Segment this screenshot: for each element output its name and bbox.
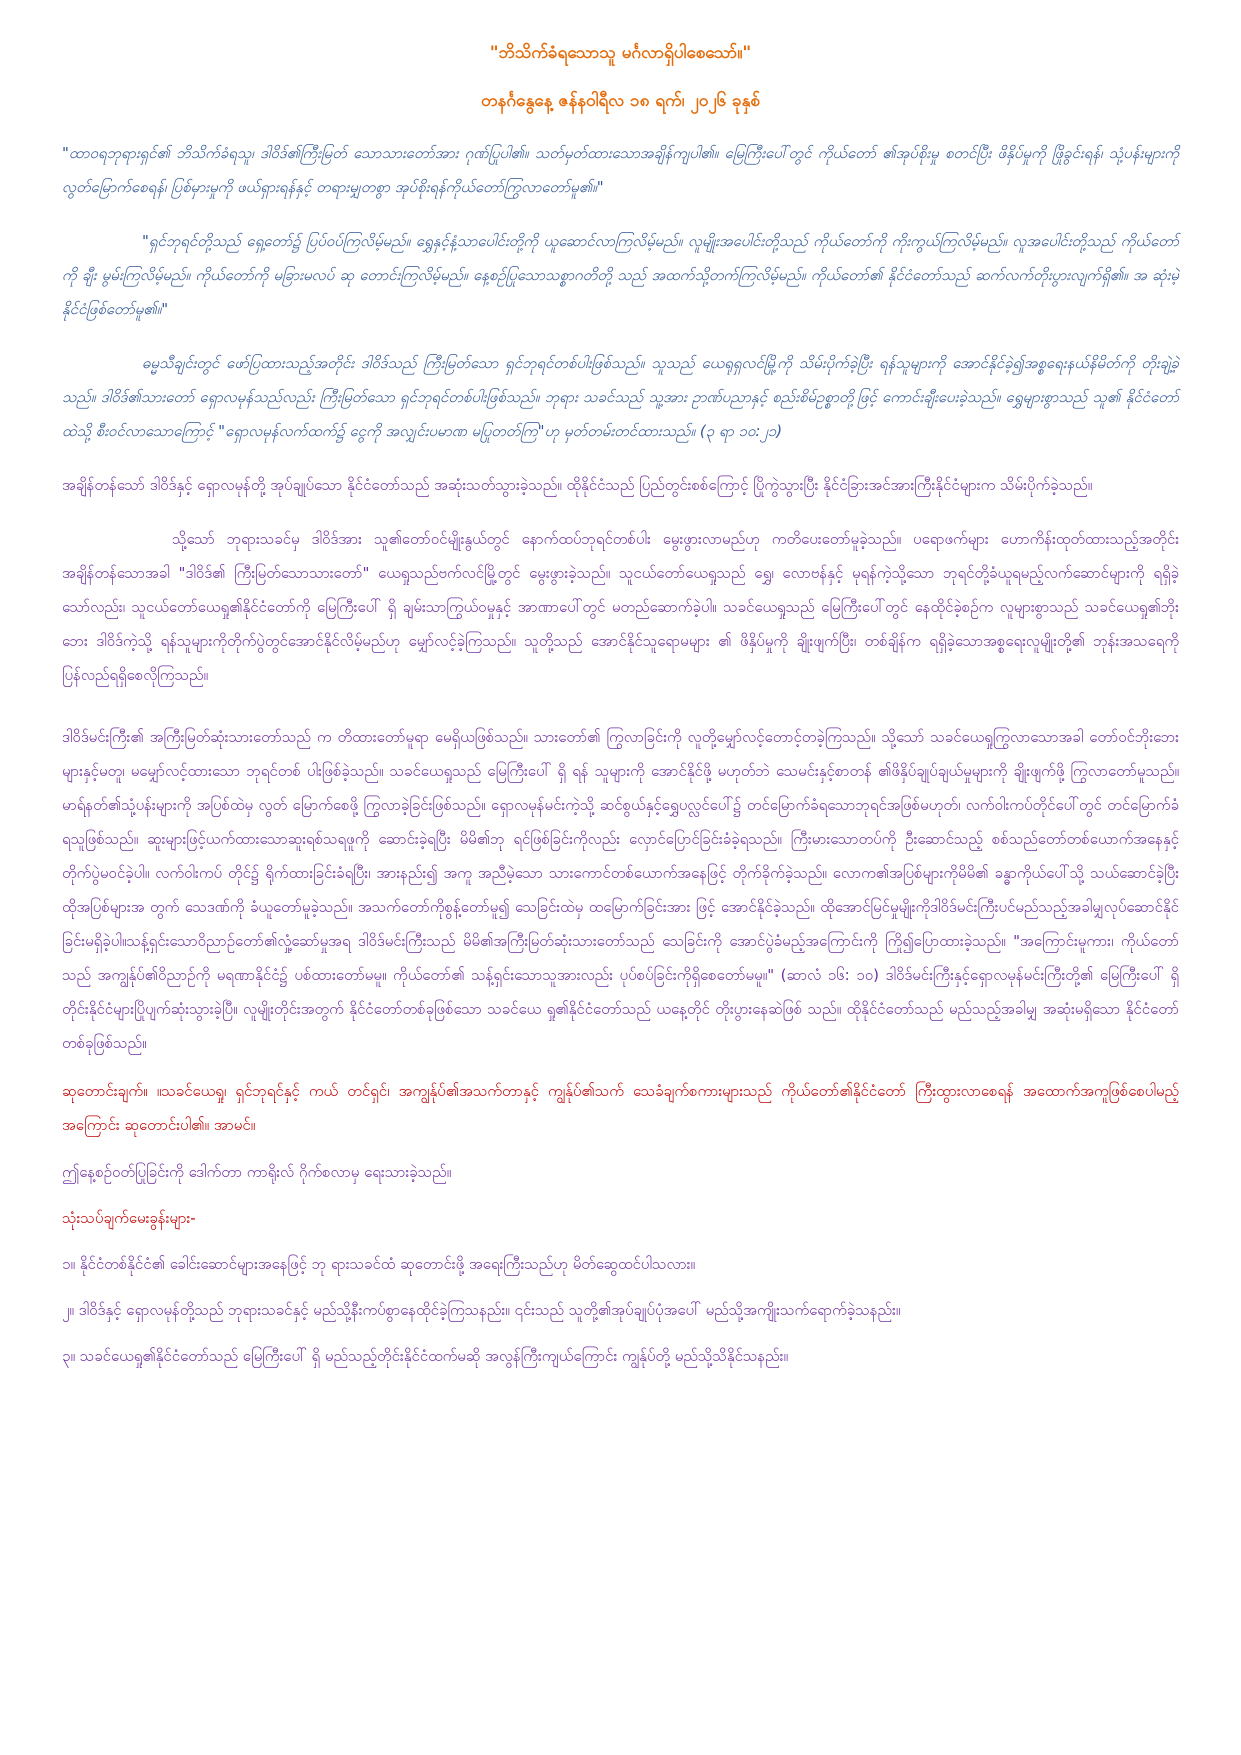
question-item: ၃။ သခင်ယေရှု၏နိုင်ငံတော်သည် မြေကြီးပေါ် ရှိ မည်သည့်တိုင်းနိုင်ငံထက်မဆို အလွန်ကြီးကျယ်ကြောင်း ကျွန်ုပ်တို့ မည်သို့သိနိုင်သနည်း။ xyxy=(62,1347,789,1365)
body-paragraph: သို့သော် ဘုရားသခင်မှ ဒါဝိဒ်အား သူ၏တော်ဝင်မျိုးနွယ်တွင် နောက်ထပ်ဘုရင်တစ်ပါး မွေးဖွားလာမည်ဟု ကတိပေးတော်မူခဲ့သည်။ ပရောဖက်များ ဟောကိန်းထုတ်ထားသည့်အတိုင်း အချိန်တန်သောအခါ "ဒါဝိဒ်၏ ကြီးမြတ်သောသားတော်" ယေရှုသည်ဗက်လင်မြို့တွင် မွေးဖွားခဲ့သည်။ သူငယ်တော်ယေရှုသည် ရွှေ၊ လောဗန်နှင့် မုရန်ကဲ့သို့သော ဘုရင်တို့ခံယူရမည့်လက်ဆောင်များကို ရရှိခဲ့သော်လည်း၊ သူငယ်တော်ယေရှု၏နိုင်ငံတော်ကို မြေကြီးပေါ် ရှိ ချမ်းသာကြွယ်ဝမှုနှင့် အာဏာပေါ်တွင် မတည်ဆောက်ခဲ့ပါ။ သခင်ယေရှုသည် မြေကြီးပေါ်တွင် နေထိုင်ခဲ့စဉ်က လူများစွာသည် သခင်ယေရှု၏ဘိုးဘေး ဒါဝိဒ်ကဲ့သို့ ရန်သူများကိုတိုက်ပွဲတွင်အောင်နိုင်လိမ့်မည်ဟု မျှော်လင့်ခဲ့ကြသည်။ သူတို့သည် အောင်နိုင်သူရောမများ ၏ ဖိနှိပ်မှုကို ချိုးဖျက်ပြီး၊ တစ်ချိန်က ရရှိခဲ့သောအစ္စရေးလူမျိုးတို့၏ ဘုန်းအသရေကို ပြန်လည်ရရှိစေလိုကြသည်။ xyxy=(62,530,1179,684)
author-note: ဤနေ့စဉ်ဝတ်ပြုခြင်းကို ဒေါက်တာ ကာရိုးလ် ဂိုက်စလာမှ ရေးသားခဲ့သည်။ xyxy=(62,1163,452,1181)
questions-heading: သုံးသပ်ချက်မေးခွန်းများ- xyxy=(62,1209,196,1227)
body-paragraph: အချိန်တန်သော် ဒါဝိဒ်နှင့် ရှောလမုန်တို့ အုပ်ချုပ်သော နိုင်ငံတော်သည် အဆုံးသတ်သွားခဲ့သည်။ ထိုနိုင်ငံသည် ပြည်တွင်းစစ်ကြောင့် ပြိုကွဲသွားပြီး နိုင်ငံခြားအင်အားကြီးနိုင်ငံများက သိမ်းပိုက်ခဲ့သည်။ xyxy=(62,476,1093,494)
psalm-quote-paragraph: "ရှင်ဘုရင်တို့သည် ရှေ့တော်၌ ပြပ်ဝပ်ကြလိမ့်မည်။ ရွှေနှင့်နံ့သာပေါင်းတို့ကို ယူဆောင်လာကြလိမ့်မည်။ လူမျိုးအပေါင်းတို့သည် ကိုယ်တော်ကို ကိုးကွယ်ကြလိမ့်မည်။ လူအပေါင်းတို့သည် ကိုယ်တော်ကို ချီး မွမ်းကြလိမ့်မည်။ ကိုယ်တော်ကို မခြားမလပ် ဆု တောင်းကြလိမ့်မည်။ နေ့စဉ်ပြုသောသစ္စာဂတိတို့ သည် အထက်သို့တက်ကြလိမ့်မည်။ ကိုယ်တော်၏ နိုင်ငံတော်သည် ဆက်လက်တိုးပွားလျက်ရှိ၏။ အ ဆုံးမဲ့နိုင်ငံဖြစ်တော်မူ၏။" xyxy=(62,232,1179,318)
body-paragraph: ဒါဝိဒ်မင်းကြီး၏ အကြီးမြတ်ဆုံးသားတော်သည် က တိထားတော်မူရာ မေရှိယဖြစ်သည်။ သားတော်၏ ကြွလာခြင်းကို လူတို့မျှော်လင့်တောင့်တခဲ့ကြသည်။ သို့သော် သခင်ယေရှုကြွလာသောအခါ တော်ဝင်ဘိုးဘေးများနှင့်မတူ၊ မမျှော်လင့်ထားသော ဘုရင်တစ် ပါးဖြစ်ခဲ့သည်။ သခင်ယေရှုသည် မြေကြီးပေါ် ရှိ ရန် သူများကို အောင်နိုင်ဖို့ မဟုတ်ဘဲ သေမင်းနှင့်စာတန် ၏ဖိနှိပ်ချုပ်ချယ်မှုများကို ချိုးဖျက်ဖို့ ကြွလာတော်မူသည်။ မာရ်နတ်၏သုံ့ပန်းများကို အပြစ်ထဲမှ လွတ် မြောက်စေဖို့ ကြွလာခဲ့ခြင်းဖြစ်သည်။ ရှောလမုန်မင်းကဲ့သို့ ဆင်စွယ်နှင့်ရွှေပလ္လင်ပေါ်၌ တင်မြောက်ခံရသောဘုရင်အဖြစ်မဟုတ်၊ လက်ဝါးကပ်တိုင်ပေါ်တွင် တင်မြောက်ခံရသူဖြစ်သည်။ ဆူးများဖြင့်ယက်ထားသောဆူးရစ်သရဖူကို ဆောင်းခဲ့ရပြီး မိမိ၏ဘု ရင်ဖြစ်ခြင်းကိုလည်း လှောင်ပြောင်ခြင်းခံခဲ့ရသည်။ ကြီးမားသောတပ်ကို ဦးဆောင်သည့် စစ်သည်တော်တစ်ယောက်အနေနှင့် တိုက်ပွဲမဝင်ခဲ့ပါ။ လက်ဝါးကပ် တိုင်၌ ရိုက်ထားခြင်းခံရပြီး၊ အားနည်း၍ အကူ အညီမဲ့သော သားကောင်တစ်ယောက်အနေဖြင့် တိုက်ခိုက်ခဲ့သည်။ လောက၏အပြစ်များကိုမိမိ၏ ခန္ဓာကိုယ်ပေါ်သို့ သယ်ဆောင်ခဲ့ပြီး ထိုအပြစ်များအ တွက် သေဒဏ်ကို ခံယူတော်မူခဲ့သည်။ အသက်တော်ကိုစွန့်တော်မူ၍ သေခြင်းထဲမှ ထမြောက်ခြင်းအား ဖြင့် အောင်နိုင်ခဲ့သည်။ ထိုအောင်မြင်မှုမျိုးကိုဒါဝိဒ်မင်းကြီးပင်မည်သည့်အခါမျှလုပ်ဆောင်နိုင်ခြင်းမရှိခဲ့ပါ။သန့်ရှင်းသောဝိညာဉ်တော်၏လှုံ့ဆော်မှုအရ ဒါဝိဒ်မင်းကြီးသည် မိမိ၏အကြီးမြတ်ဆုံးသားတော်သည် သေခြင်းကို အောင်ပွဲခံမည့်အကြောင်းကို ကြို၍ပြောထားခဲ့သည်။ "အကြောင်းမူကား၊ ကိုယ်တော်သည် အကျွန်ုပ်၏ဝိညာဉ်ကို မရဏာနိုင်ငံ၌ ပစ်ထားတော်မမူ။ ကိုယ်တော်၏ သန့်ရှင်းသောသူအားလည်း ပုပ်စပ်ခြင်းကိုရှိစေတော်မမူ။" (ဆာလံ ၁၆: ၁၀) ဒါဝိဒ်မင်းကြီးနှင့်ရှောလမုန်မင်းကြီးတို့၏ မြေကြီးပေါ် ရှိ တိုင်းနိုင်ငံများပြိုပျက်ဆုံးသွားခဲ့ပြီ။ လူမျိုးတိုင်းအတွက် နိုင်ငံတော်တစ်ခုဖြစ်သော သခင်ယေ ရှု၏နိုင်ငံတော်သည် ယနေ့တိုင် တိုးပွားနေဆဲဖြစ် သည်။ ထိုနိုင်ငံတော်သည် မည်သည့်အခါမျှ အဆုံးမရှိသော နိုင်ငံတော်တစ်ခုဖြစ်သည်။ xyxy=(62,728,1179,1052)
psalm-explanation-paragraph: ဓမ္မသီချင်းတွင် ဖော်ပြထားသည့်အတိုင်း ဒါဝိဒ်သည် ကြီးမြတ်သော ရှင်ဘုရင်တစ်ပါးဖြစ်သည်။ သူသည် ယေရုရှလင်မြို့ကို သိမ်းပိုက်ခဲ့ပြီး ရန်သူများကို အောင်နိုင်ခဲ့၍အစ္စရေးနယ်နိမိတ်ကို တိုးချဲ့ခဲ့သည်။ ဒါဝိဒ်၏သားတော် ရှောလမုန်သည်လည်း ကြီးမြတ်သော ရှင်ဘုရင်တစ်ပါးဖြစ်သည်။ ဘုရား သခင်သည် သူ့အား ဥာဏ်ပညာနှင့် စည်းစိမ်ဥစ္စာတို့ဖြင့် ကောင်းချီးပေးခဲ့သည်။ ရွှေများစွာသည် သူ၏ နိုင်ငံတော်ထဲသို့ စီးဝင်လာသောကြောင့် "ရှောလမုန်လက်ထက်၌ ငွေကို အလျှင်းပမာဏ မပြုတတ်ကြ"ဟု မှတ်တမ်းတင်ထားသည်။ (၃ ရာ ၁၀:၂၁) xyxy=(62,354,1179,440)
prayer-paragraph: ဆုတောင်းချက်။ ။သခင်ယေရှု၊ ရှင်ဘုရင်နှင့် ကယ် တင်ရှင်၊ အကျွန်ုပ်၏အသက်တာနှင့် ကျွန်ုပ်၏သက် သေခံချက်စကားများသည် ကိုယ်တော်၏နိုင်ငံတော် ကြီးထွားလာစေရန် အထောက်အကူဖြစ်စေပါမည့်အကြောင်း ဆုတောင်းပါ၏။ အာမင်။ xyxy=(62,1082,1179,1134)
page-date: တနင်္ဂနွေနေ့ ဇန်နဝါရီလ ၁၈ ရက်၊ ၂၀၂၆ ခုနှစ် xyxy=(480,91,760,111)
page-title: "ဘိသိက်ခံရသောသူ မင်္ဂလာရှိပါစေသော်။" xyxy=(489,43,752,63)
question-item: ၁။ နိုင်ငံတစ်နိုင်ငံ၏ ခေါင်းဆောင်များအနေဖြင့် ဘု ရားသခင်ထံ ဆုတောင်းဖို့ အရေးကြီးသည်ဟု မိတ်ဆွေထင်ပါသလား။ xyxy=(62,1255,696,1273)
opening-quote-paragraph: "ထာဝရဘုရားရှင်၏ ဘိသိက်ခံရသူ၊ ဒါဝိဒ်၏ကြီးမြတ် သောသားတော်အား ဂုဏ်ပြုပါ၏။ သတ်မှတ်ထားသောအချိန်ကျပါ၏။ မြေကြီးပေါ်တွင် ကိုယ်တော် ၏အုပ်စိုးမှု စတင်ပြီး ဖိနှိပ်မှုကို ဖြိုခွင်းရန်၊ သုံ့ပန်းများကို လွတ်မြောက်စေရန်၊ ပြစ်မှားမှုကို ဖယ်ရှားရန်နှင့် တရားမျှတစွာ အုပ်စိုးရန်ကိုယ်တော်ကြွလာတော်မူ၏။" xyxy=(62,144,1179,196)
question-item: ၂။ ဒါဝိဒ်နှင့် ရှောလမုန်တို့သည် ဘုရားသခင်နှင့် မည်သို့နီးကပ်စွာနေထိုင်ခဲ့ကြသနည်း။ ၎င်းသည် သူတို့၏အုပ်ချုပ်ပုံအပေါ် မည်သို့အကျိုးသက်ရောက်ခဲ့သနည်း။ xyxy=(62,1301,901,1319)
